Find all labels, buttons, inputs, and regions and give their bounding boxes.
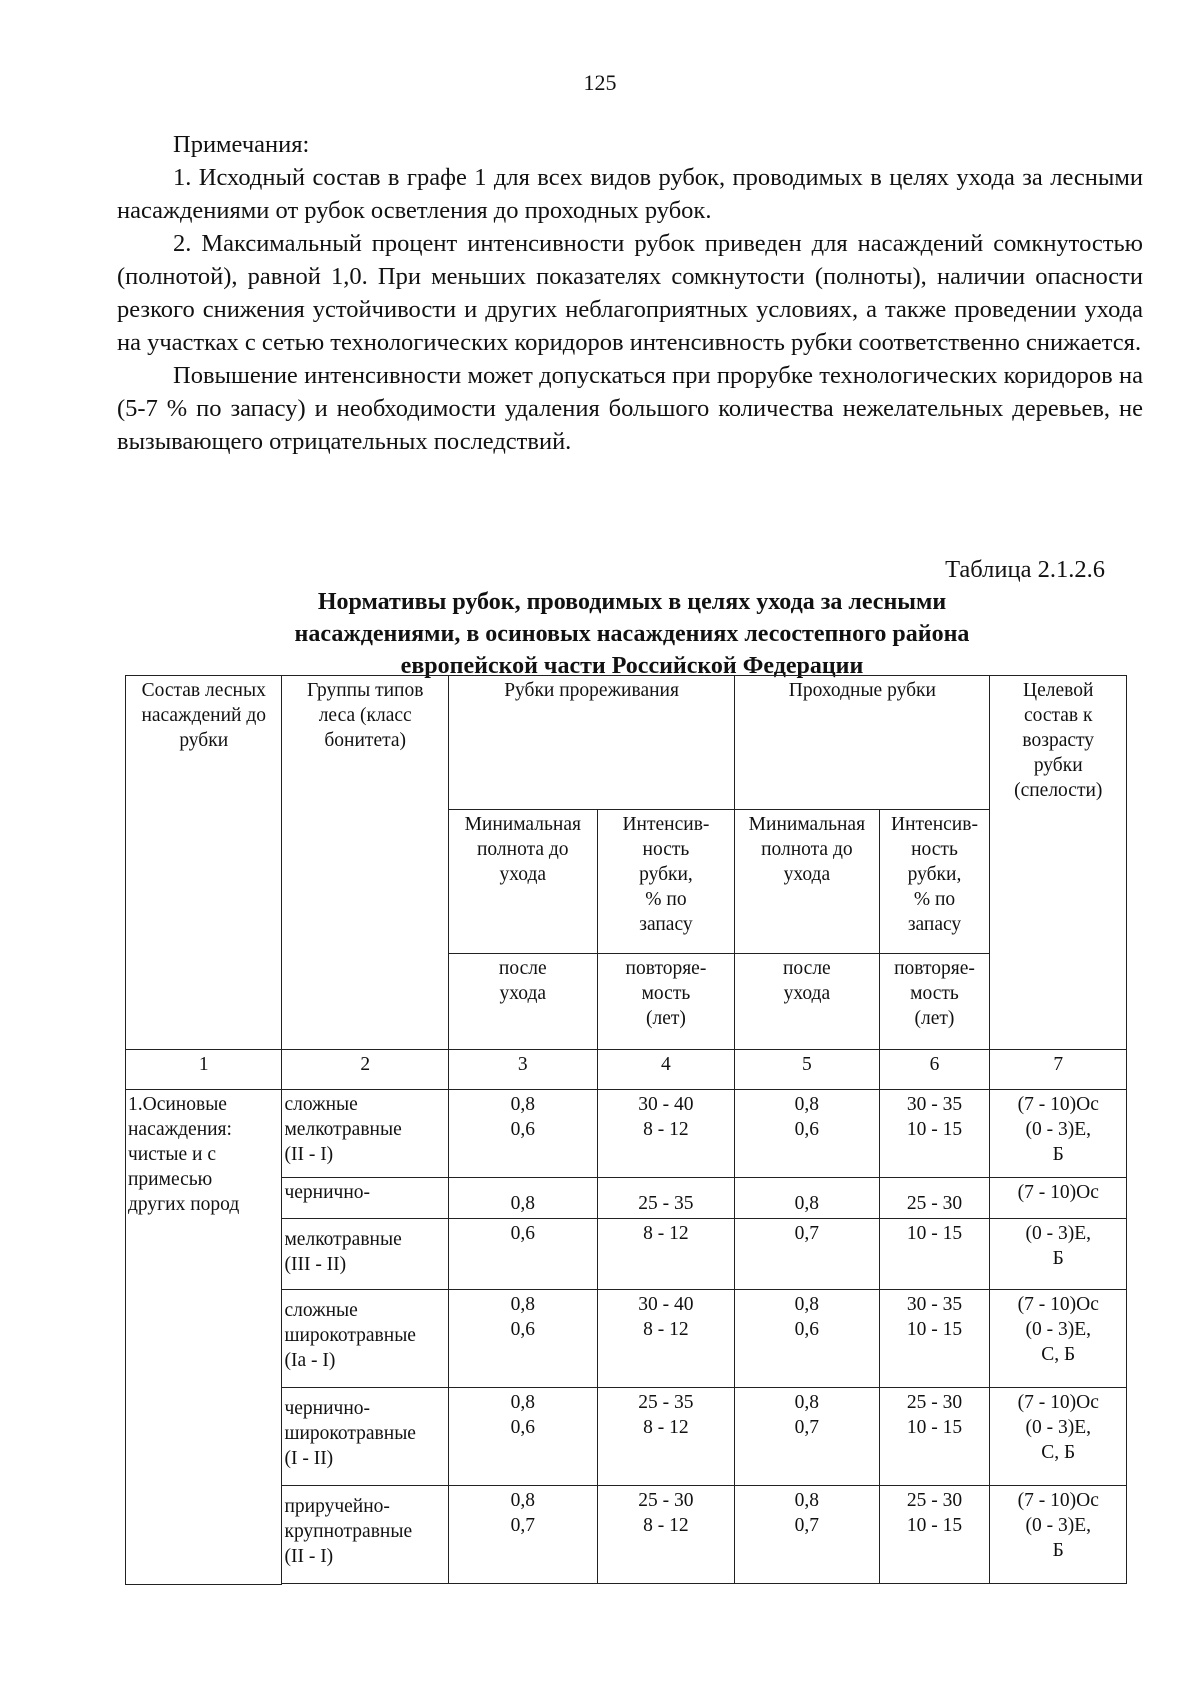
column-number: 7 — [990, 1049, 1127, 1090]
header-repeatability: повторяе- мость (лет) — [597, 953, 735, 1049]
table-label: Таблица 2.1.2.6 — [945, 556, 1105, 583]
note-paragraph: 2. Максимальный процент интенсивности рубок приведен для насаждений сомкнутостью (полнотой), равной 1,0. При меньших показателях сомкнутости (полноты), наличии опасности резкого снижения устойчивости и других неблагоприятных условиях, а также проведении ухода на участках с сетью технологических коридоров интенсивность рубки соответственно снижается. — [117, 230, 1143, 356]
target-composition-cell: (7 - 10)Ос (0 - 3)Е, С, Б — [990, 1289, 1127, 1387]
header-intensity: Интенсив- ность рубки, % по запасу — [879, 810, 990, 954]
min-density-cell: 0,8 0,6 — [448, 1387, 597, 1485]
min-density-cell: 0,8 0,6 — [735, 1289, 879, 1387]
intensity-cell: 10 - 15 — [879, 1219, 990, 1290]
min-density-cell: 0,8 0,7 — [448, 1485, 597, 1584]
header-composition: Состав лесных насаждений до рубки — [126, 676, 282, 1050]
target-composition-cell: (7 - 10)Ос (0 - 3)Е, Б — [990, 1485, 1127, 1584]
min-density-cell: 0,7 — [735, 1219, 879, 1290]
header-min-density: Минимальная полнота до ухода — [448, 810, 597, 954]
header-target: Целевой состав к возрасту рубки (спелости) — [990, 676, 1127, 1050]
note-paragraph: 1. Исходный состав в графе 1 для всех видов рубок, проводимых в целях ухода за лесными насаждениями от рубок осветления до проходных рубок. — [117, 164, 1143, 224]
intensity-cell: 30 - 35 10 - 15 — [879, 1090, 990, 1177]
header-intensity: Интенсив- ность рубки, % по запасу — [597, 810, 735, 954]
intensity-cell: 25 - 30 10 - 15 — [879, 1485, 990, 1584]
intensity-cell: 25 - 35 — [597, 1177, 735, 1219]
min-density-cell: 0,8 — [735, 1177, 879, 1219]
table-title: Нормативы рубок, проводимых в целях ухода за лесными насаждениями, в осиновых насаждениях лесостепного района европейской части Российской Федерации — [294, 589, 970, 679]
column-number: 5 — [735, 1049, 879, 1090]
header-repeatability: повторяе- мость (лет) — [879, 953, 990, 1049]
group-label: 1.Осиновые насаждения: чистые и с примесью других пород — [126, 1090, 282, 1585]
header-thinning: Рубки прореживания — [448, 676, 734, 810]
min-density-cell: 0,8 0,6 — [448, 1090, 597, 1177]
column-number: 3 — [448, 1049, 597, 1090]
min-density-cell: 0,6 — [448, 1219, 597, 1290]
table-row — [126, 1090, 1127, 1177]
notes-heading: Примечания: — [173, 131, 310, 158]
header-passage: Проходные рубки — [735, 676, 990, 810]
forest-type-cell: чернично- широкотравные (I - II) — [282, 1387, 448, 1485]
min-density-cell: 0,8 0,7 — [735, 1387, 879, 1485]
forest-type-cell: сложные мелкотравные (II - I) — [282, 1090, 448, 1177]
note-paragraph: Повышение интенсивности может допускаться при прорубке технологических коридоров на (5-7 % по запасу) и необходимости удаления большого количества нежелательных деревьев, не вызывающего отрицательных последствий. — [117, 362, 1143, 455]
forest-type-cell: чернично- — [282, 1177, 448, 1219]
forest-type-cell: мелкотравные (III - II) — [282, 1219, 448, 1290]
column-number: 1 — [126, 1049, 282, 1090]
min-density-cell: 0,8 0,6 — [448, 1289, 597, 1387]
header-min-density: Минимальная полнота до ухода — [735, 810, 879, 954]
header-after-care: после ухода — [448, 953, 597, 1049]
intensity-cell: 8 - 12 — [597, 1219, 735, 1290]
target-composition-cell: (0 - 3)Е, Б — [990, 1219, 1127, 1290]
forest-type-cell: сложные широкотравные (Ia - I) — [282, 1289, 448, 1387]
column-number: 2 — [282, 1049, 448, 1090]
intensity-cell: 30 - 40 8 - 12 — [597, 1289, 735, 1387]
min-density-cell: 0,8 0,6 — [735, 1090, 879, 1177]
target-composition-cell: (7 - 10)Ос — [990, 1177, 1127, 1219]
page-number: 125 — [583, 70, 617, 95]
intensity-cell: 30 - 40 8 - 12 — [597, 1090, 735, 1177]
intensity-cell: 25 - 30 — [879, 1177, 990, 1219]
intensity-cell: 25 - 30 10 - 15 — [879, 1387, 990, 1485]
header-forest-groups: Группы типов леса (класс бонитета) — [282, 676, 448, 1050]
column-number-row — [126, 1049, 1127, 1090]
min-density-cell: 0,8 0,7 — [735, 1485, 879, 1584]
notes-section — [117, 128, 1143, 458]
column-number: 4 — [597, 1049, 735, 1090]
header-after-care: после ухода — [735, 953, 879, 1049]
forest-type-cell: приручейно- крупнотравные (II - I) — [282, 1485, 448, 1584]
intensity-cell: 25 - 30 8 - 12 — [597, 1485, 735, 1584]
norms-table — [125, 675, 1127, 1585]
intensity-cell: 30 - 35 10 - 15 — [879, 1289, 990, 1387]
intensity-cell: 25 - 35 8 - 12 — [597, 1387, 735, 1485]
target-composition-cell: (7 - 10)Ос (0 - 3)Е, С, Б — [990, 1387, 1127, 1485]
column-number: 6 — [879, 1049, 990, 1090]
min-density-cell: 0,8 — [448, 1177, 597, 1219]
target-composition-cell: (7 - 10)Ос (0 - 3)Е, Б — [990, 1090, 1127, 1177]
